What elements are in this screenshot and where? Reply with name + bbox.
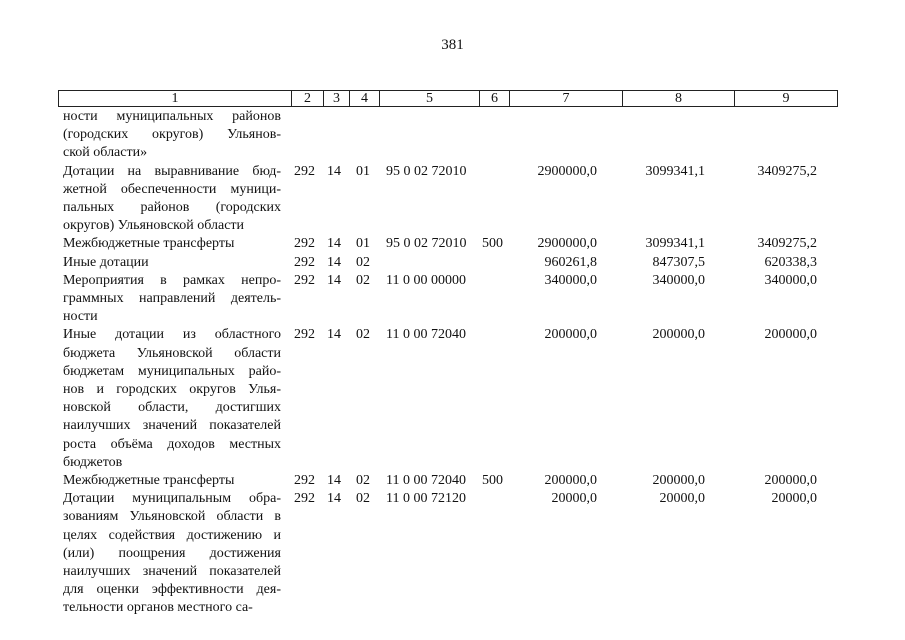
cell-c3: 14 [327, 327, 341, 343]
table-row [0, 254, 905, 272]
description-line: наилучших значений показателей [63, 563, 281, 579]
description-line: новской области, достигших [63, 400, 281, 416]
cell-c5: 11 0 00 72040 [386, 472, 466, 488]
description-line: тельности органов местного са- [63, 600, 253, 616]
header-col-4: 4 [349, 91, 379, 106]
row-description [63, 326, 281, 472]
cell-c7: 200000,0 [544, 327, 597, 343]
table-row [0, 472, 905, 490]
cell-c9: 3409275,2 [757, 236, 817, 252]
cell-c3: 14 [327, 472, 341, 488]
cell-c9: 340000,0 [764, 272, 817, 288]
description-line: Межбюджетные трансферты [63, 472, 235, 488]
table-row [0, 326, 905, 472]
cell-c3: 14 [327, 236, 341, 252]
table-row [0, 235, 905, 253]
description-line: Иные дотации [63, 254, 149, 270]
table-row [0, 490, 905, 617]
page-number: 381 [441, 37, 464, 53]
cell-c7: 2900000,0 [537, 236, 597, 252]
cell-c5: 95 0 02 72010 [386, 236, 467, 252]
cell-c2: 292 [294, 254, 315, 270]
description-line: граммных направлений деятель- [63, 290, 281, 306]
cell-c9: 200000,0 [764, 327, 817, 343]
description-line: бюджетам муниципальных райо- [63, 363, 281, 379]
description-line: бюджета Ульяновской области [63, 345, 281, 361]
cell-c4: 02 [356, 272, 370, 288]
row-description [63, 235, 281, 253]
cell-c4: 02 [356, 491, 370, 507]
header-col-6: 6 [479, 91, 509, 106]
cell-c7: 340000,0 [544, 272, 597, 288]
cell-c4: 01 [356, 163, 370, 179]
cell-c7: 200000,0 [544, 472, 597, 488]
cell-c3: 14 [327, 491, 341, 507]
cell-c8: 20000,0 [659, 491, 705, 507]
description-line: Иные дотации из областного [63, 327, 281, 343]
cell-c5: 11 0 00 72120 [386, 491, 466, 507]
cell-c8: 200000,0 [652, 327, 705, 343]
description-line: роста объёма доходов местных [63, 436, 281, 452]
header-col-3: 3 [323, 91, 349, 106]
cell-c4: 01 [356, 236, 370, 252]
description-line: зованиям Ульяновской области в [63, 509, 281, 525]
description-line: жетной обеспеченности муници- [63, 181, 281, 197]
header-col-1: 1 [171, 91, 179, 106]
header-col-8: 8 [622, 91, 734, 106]
row-description [63, 490, 281, 617]
cell-c3: 14 [327, 272, 341, 288]
cell-c9: 620338,3 [764, 254, 817, 270]
cell-c9: 200000,0 [764, 472, 817, 488]
header-col-5: 5 [379, 91, 479, 106]
description-line: ской области» [63, 145, 148, 161]
cell-c7: 20000,0 [551, 491, 597, 507]
cell-c8: 847307,5 [652, 254, 705, 270]
cell-c2: 292 [294, 236, 315, 252]
description-line: пальных районов (городских [63, 200, 281, 215]
description-line: Межбюджетные трансферты [63, 236, 235, 252]
description-line: Дотации муниципальным обра- [63, 491, 281, 507]
row-description [63, 163, 281, 236]
cell-c4: 02 [356, 254, 370, 270]
table-header [58, 90, 838, 107]
table-row [0, 163, 905, 236]
cell-c7: 960261,8 [544, 254, 597, 270]
description-line: для оценки эффективности дея- [63, 582, 281, 598]
cell-c8: 200000,0 [652, 472, 705, 488]
cell-c3: 14 [327, 163, 341, 179]
table-row [0, 272, 905, 327]
description-line: (городских округов) Ульянов- [63, 127, 281, 143]
description-line: ности муниципальных районов [63, 109, 281, 124]
cell-c2: 292 [294, 163, 315, 179]
description-line: целях содействия достижению и [63, 527, 281, 543]
row-description [63, 472, 281, 490]
cell-c8: 3099341,1 [645, 236, 705, 252]
row-description [63, 272, 281, 327]
table-body [0, 108, 905, 618]
cell-c4: 02 [356, 472, 370, 488]
cell-c2: 292 [294, 272, 315, 288]
cell-c6: 500 [482, 236, 503, 252]
description-line: наилучших значений показателей [63, 418, 281, 434]
description-line: нов и городских округов Улья- [63, 381, 281, 397]
header-col-2: 2 [291, 91, 323, 106]
row-description [63, 108, 281, 163]
cell-c6: 500 [482, 472, 503, 488]
cell-c5: 95 0 02 72010 [386, 163, 467, 179]
cell-c4: 02 [356, 327, 370, 343]
header-col-9: 9 [734, 91, 837, 106]
description-line: ности [63, 309, 98, 325]
cell-c5: 11 0 00 00000 [386, 272, 466, 288]
table-row [0, 108, 905, 163]
description-line: (или) поощрения достижения [63, 545, 281, 561]
cell-c9: 20000,0 [771, 491, 817, 507]
description-line: округов) Ульяновской области [63, 218, 245, 234]
description-line: Мероприятия в рамках непро- [63, 272, 281, 288]
cell-c7: 2900000,0 [537, 163, 597, 179]
description-line: бюджетов [63, 454, 123, 470]
cell-c9: 3409275,2 [757, 163, 817, 179]
cell-c2: 292 [294, 472, 315, 488]
row-description [63, 254, 281, 272]
cell-c3: 14 [327, 254, 341, 270]
header-col-7: 7 [509, 91, 622, 106]
cell-c2: 292 [294, 327, 315, 343]
cell-c8: 3099341,1 [645, 163, 705, 179]
description-line: Дотации на выравнивание бюд- [63, 163, 281, 179]
cell-c8: 340000,0 [652, 272, 705, 288]
cell-c2: 292 [294, 491, 315, 507]
cell-c5: 11 0 00 72040 [386, 327, 466, 343]
